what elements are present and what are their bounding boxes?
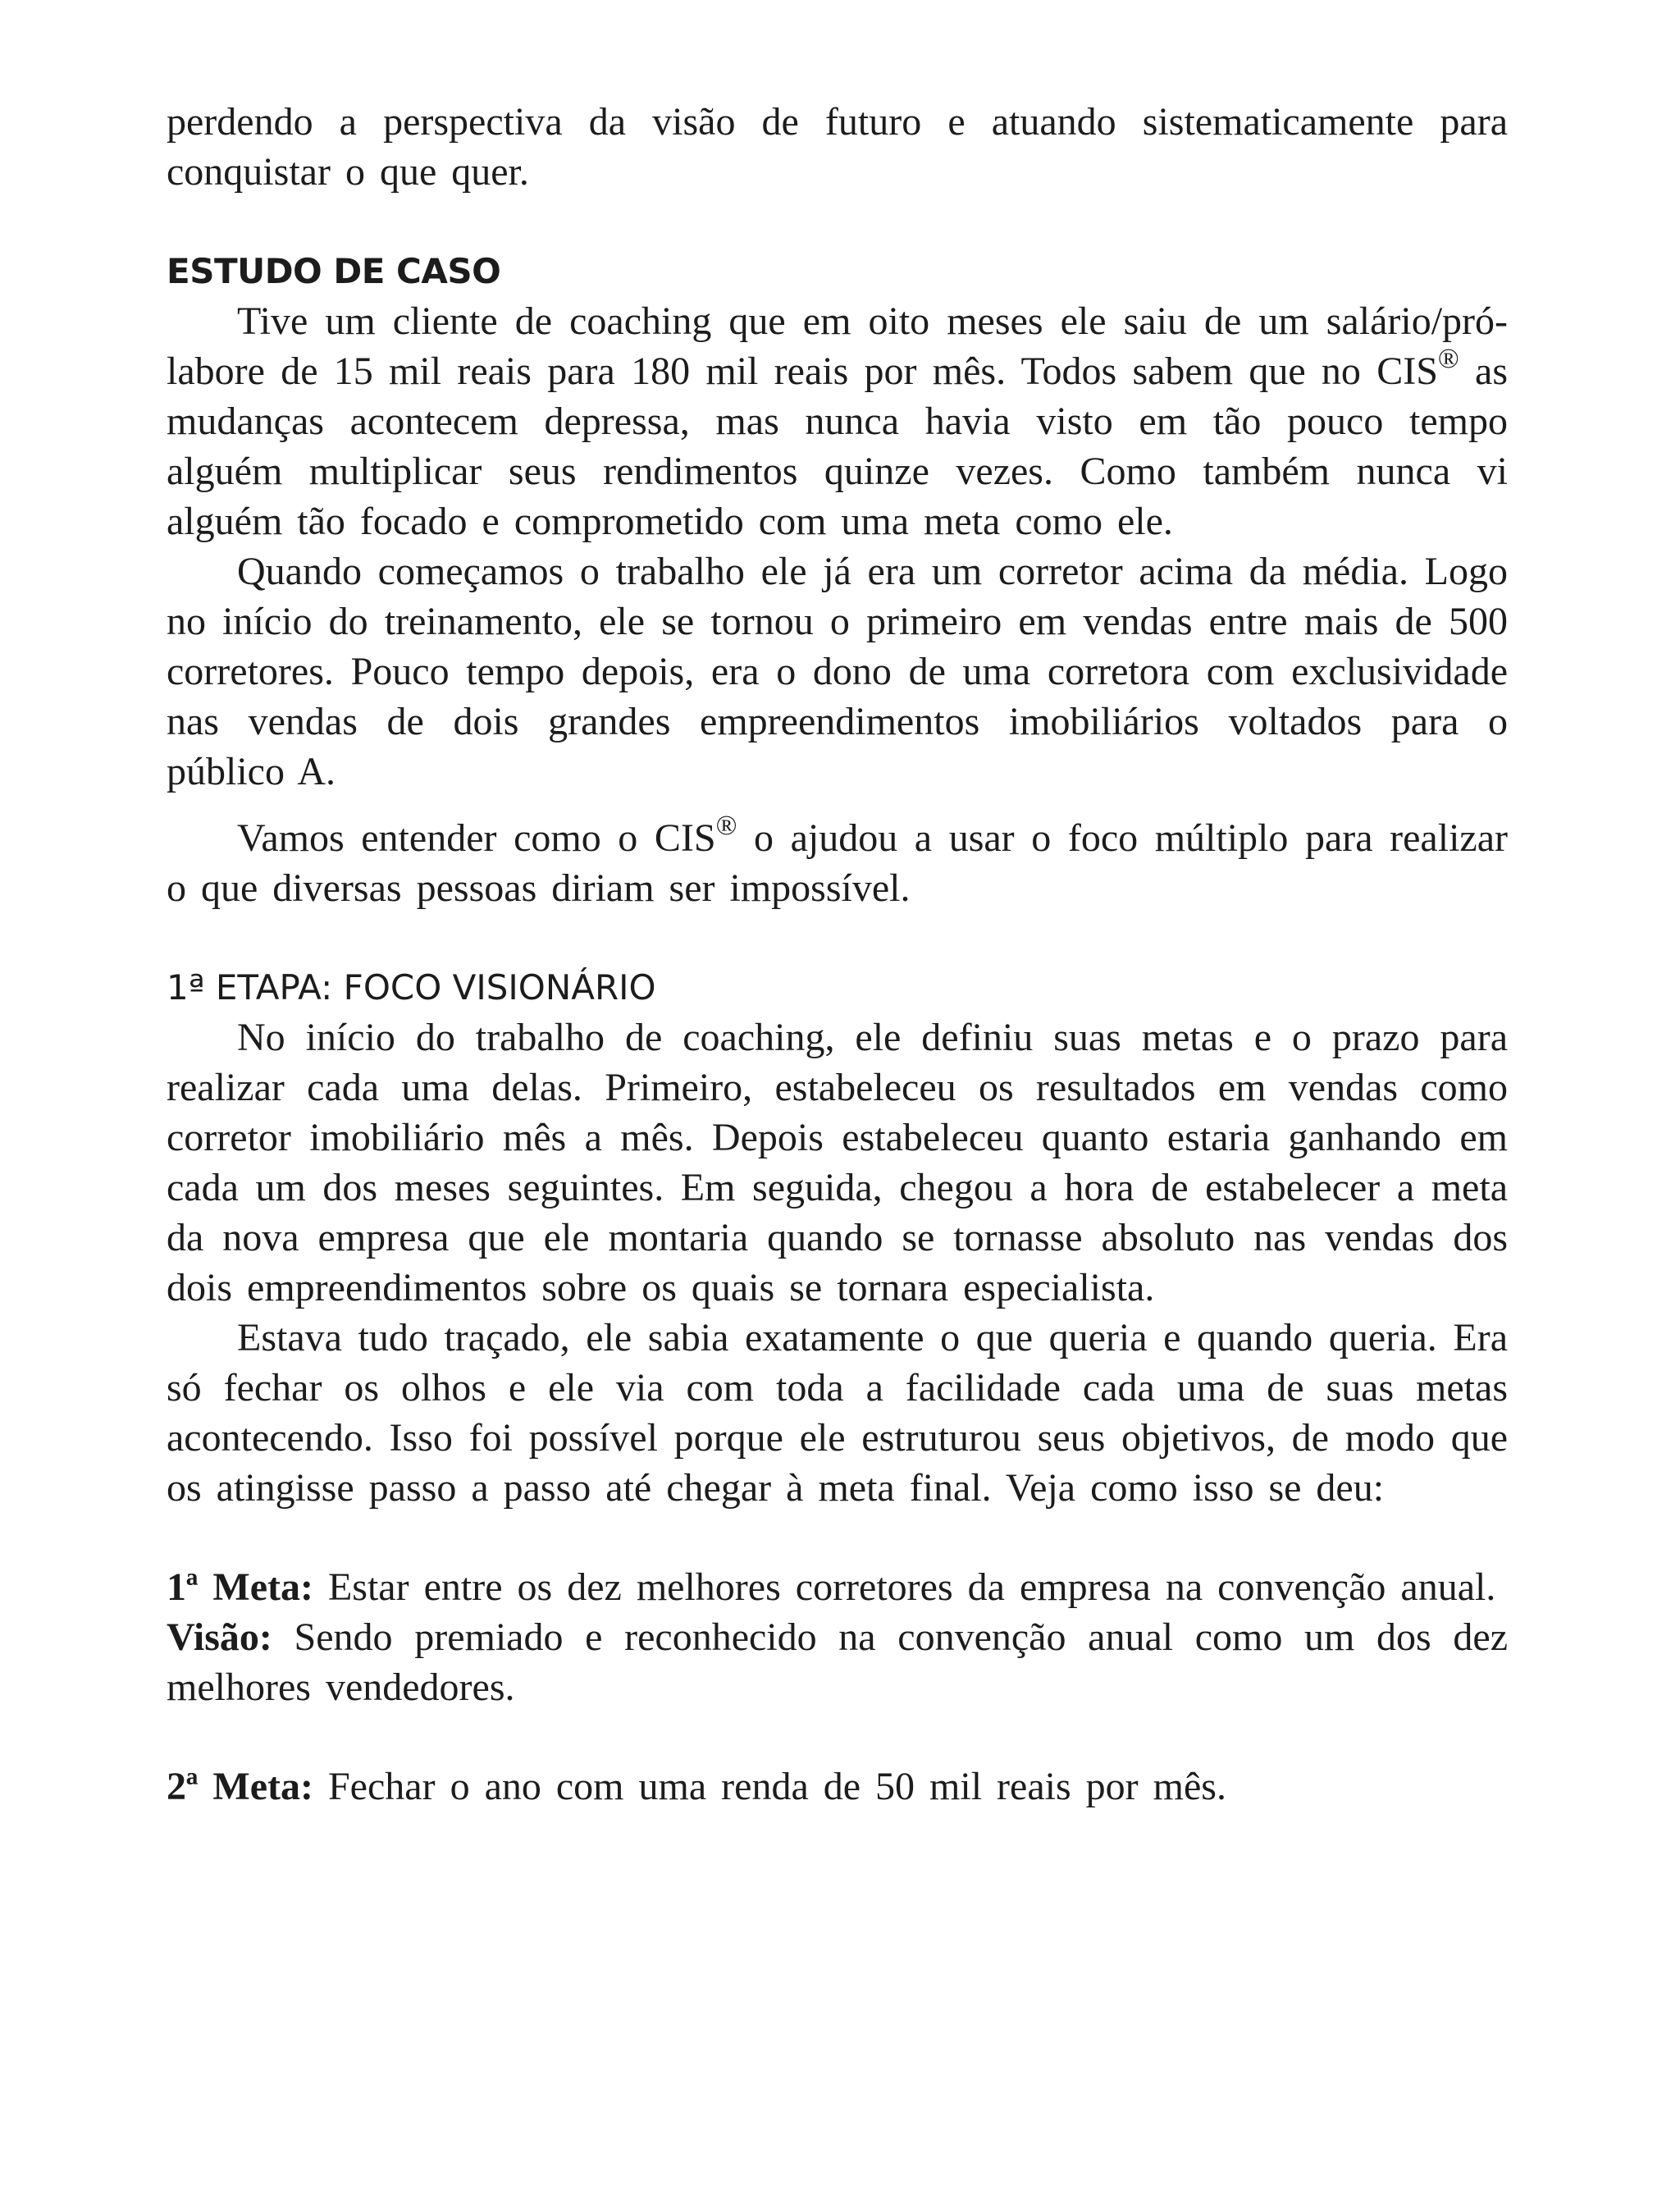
case-study-heading: ESTUDO DE CASO (167, 251, 501, 291)
goal-1-label: 1ª Meta: (167, 1565, 313, 1609)
spacer (167, 913, 1508, 962)
registered-mark: ® (1437, 344, 1459, 374)
goal-1-vision-label: Visão: (167, 1615, 272, 1659)
goal-2-label: 2ª Meta: (167, 1765, 313, 1808)
goal-1-vision (167, 1612, 1508, 1712)
registered-mark: ® (715, 811, 737, 841)
goal-2-text: Fechar o ano com uma renda de 50 mil reais por mês. (313, 1765, 1226, 1808)
case-study-paragraph-2: Quando começamos o trabalho ele já era um corretor acima da média. Logo no início do treinamento, ele se tornou o primeiro em vendas entre mais de 500 corretores. Pouco tempo depois, era o dono de uma corretora com exclusividade nas vendas de dois grandes empreendimentos imobiliários voltados para o público A. (167, 550, 1508, 793)
goal-1 (167, 1562, 1508, 1612)
spacer (167, 1712, 1508, 1761)
case-study-p3-text-a: Vamos entender como o CIS (237, 816, 716, 860)
spacer (167, 797, 1508, 813)
document-page (167, 97, 1508, 1812)
case-study-p1-text-a: Tive um cliente de coaching que em oito meses ele saiu de um salário/pró-labore de 15 mil reais para 180 mil reais por mês. Todos sabem que no CIS (167, 299, 1508, 393)
case-study-paragraph-3 (167, 813, 1508, 913)
goal-2 (167, 1761, 1508, 1812)
case-study-p3-text-b: o ajudou a usar o foco múltiplo para realizar o que diversas pessoas diriam ser impossível. (167, 816, 1509, 910)
spacer (167, 197, 1508, 246)
stage1-paragraph-1: No início do trabalho de coaching, ele definiu suas metas e o prazo para realizar cada uma delas. Primeiro, estabeleceu os resultados em vendas como corretor imobiliário mês a mês. Depois estabeleceu quanto estaria ganhando em cada um dos meses seguintes. Em seguida, chegou a hora de estabelecer a meta da nova empresa que ele montaria quando se tornasse absoluto nas vendas dos dois empreendimentos sobre os quais se tornara especialista. (167, 1016, 1508, 1309)
case-study-p1-text-b: as mudanças acontecem depressa, mas nunca havia visto em tão pouco tempo alguém multiplicar seus rendimentos quinze vezes. Como também nunca vi alguém tão focado e comprometido com uma meta como ele. (167, 350, 1508, 543)
goal-1-text: Estar entre os dez melhores corretores da empresa na convenção anual. (313, 1565, 1496, 1609)
intro-paragraph: perdendo a perspectiva da visão de futuro e atuando sistematicamente para conquistar o que quer. (167, 100, 1508, 194)
spacer (167, 1513, 1508, 1562)
stage1-paragraph-2: Estava tudo traçado, ele sabia exatamente o que queria e quando queria. Era só fechar os olhos e ele via com toda a facilidade cada uma de suas metas acontecendo. Isso foi possível porque ele estruturou seus objetivos, de modo que os atingisse passo a passo até chegar à meta final. Veja como isso se deu: (167, 1316, 1508, 1510)
case-study-paragraph-1 (167, 296, 1508, 546)
goal-1-vision-text: Sendo premiado e reconhecido na convenção anual como um dos dez melhores vendedores. (167, 1615, 1508, 1709)
stage1-heading: 1ª ETAPA: FOCO VISIONÁRIO (167, 967, 656, 1008)
